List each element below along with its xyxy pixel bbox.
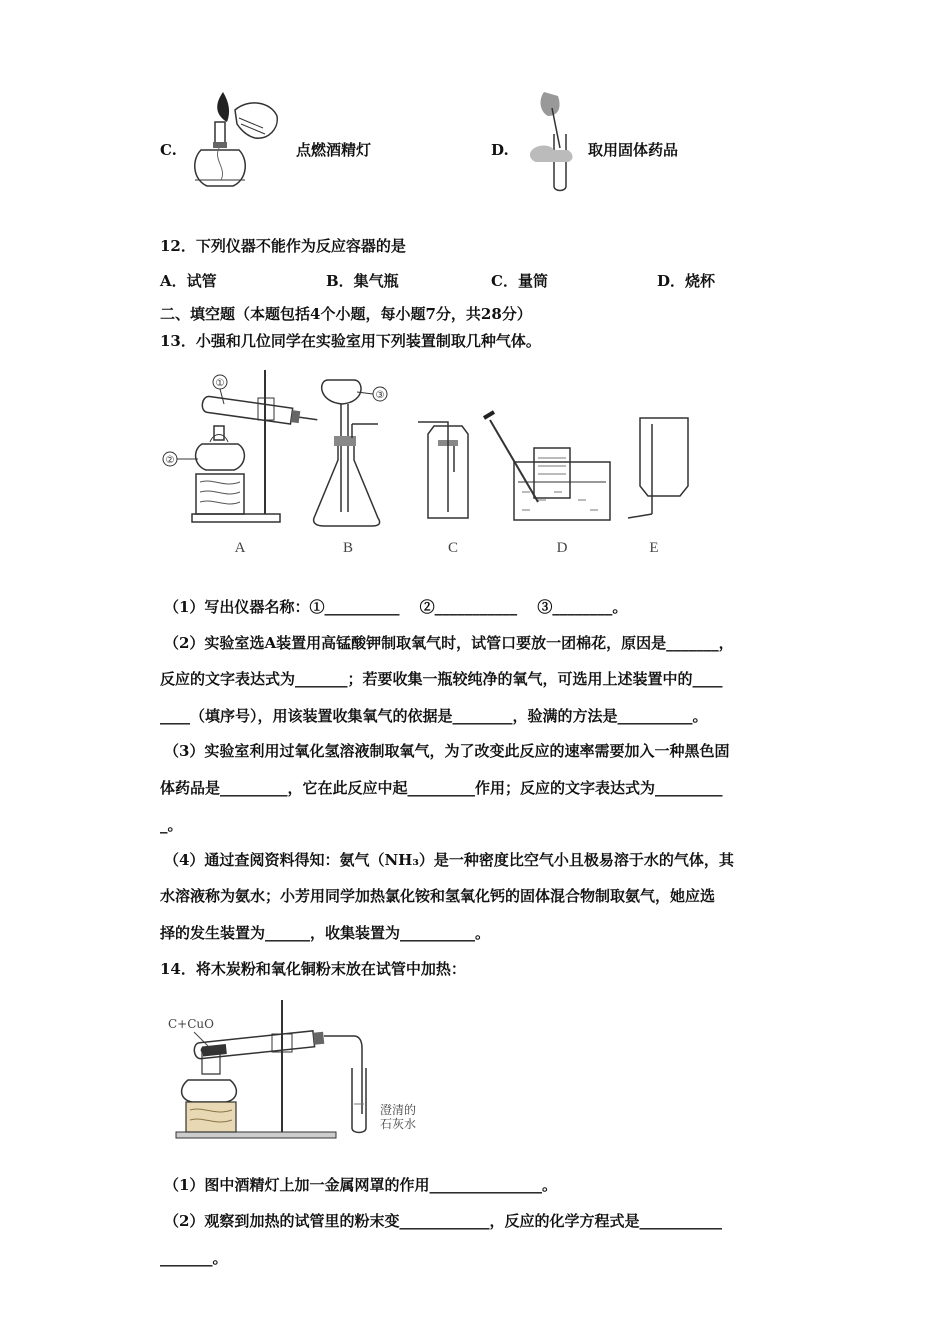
carbon-reduction-figure xyxy=(164,996,454,1142)
apparatus-label-e: E xyxy=(649,540,659,556)
q12-option-c: C．量筒 xyxy=(491,272,548,290)
q13-part1: （1）写出仪器名称：①__________ ②___________ ③________。 xyxy=(164,598,628,616)
apparatus-label-d: D xyxy=(556,540,568,556)
q13-stem: 13．小强和几位同学在实验室用下列装置制取几种气体。 xyxy=(160,332,541,350)
label-circle-2: ② xyxy=(165,455,175,466)
q13-part4-line2: 水溶液称为氨水；小芳用同学加热氯化铵和氢氧化钙的固体混合物制取氨气，她应选 xyxy=(160,887,716,905)
label-reagent: C+CuO xyxy=(168,1017,214,1031)
q13-part3-line2: 体药品是_________，它在此反应中起_________作用；反应的文字表达式为_________ xyxy=(160,779,723,797)
q13-part2-line3: ____（填序号），用该装置收集氧气的依据是________，验满的方法是__________。 xyxy=(160,707,708,725)
q12-option-b: B．集气瓶 xyxy=(326,272,399,290)
q13-part3-line1: （3）实验室利用过氧化氢溶液制取氧气，为了改变此反应的速率需要加入一种黑色固 xyxy=(164,742,730,760)
q13-part4-line1: （4）通过查阅资料得知：氨气（NH₃）是一种密度比空气小且极易溶于水的气体，其 xyxy=(164,851,734,869)
gas-apparatus-figure xyxy=(158,362,718,562)
q14-stem: 14．将木炭粉和氧化铜粉末放在试管中加热： xyxy=(160,960,466,978)
taking-solid-reagent-figure xyxy=(528,88,578,196)
apparatus-label-c: C xyxy=(447,540,459,556)
q13-part2-line2: 反应的文字表达式为_______；若要收集一瓶较纯净的氧气，可选用上述装置中的____ xyxy=(160,670,723,688)
q13-part4-line3: 择的发生装置为______，收集装置为__________。 xyxy=(160,924,491,942)
q14-part2-line2: _______。 xyxy=(160,1249,228,1267)
option-d-text: 取用固体药品 xyxy=(588,141,679,159)
label-circle-1: ① xyxy=(215,378,225,389)
q14-part1: （1）图中酒精灯上加一金属网罩的作用_______________。 xyxy=(164,1176,557,1194)
q12-option-a: A．试管 xyxy=(160,272,217,290)
q12-stem: 12．下列仪器不能作为反应容器的是 xyxy=(160,237,406,255)
label-limewater-2: 石灰水 xyxy=(380,1117,417,1131)
section-heading: 二、填空题（本题包括4个小题，每小题7分，共28分） xyxy=(160,305,532,323)
label-limewater-1: 澄清的 xyxy=(380,1103,417,1117)
option-d-letter: D. xyxy=(491,141,509,159)
apparatus-label-a: A xyxy=(234,540,246,556)
option-c-letter: C. xyxy=(160,141,177,159)
label-circle-3: ③ xyxy=(375,390,385,401)
q12-option-d: D．烧杯 xyxy=(657,272,716,290)
apparatus-label-b: B xyxy=(342,540,354,556)
lighting-alcohol-lamp-figure xyxy=(183,88,283,196)
q13-part3-line3: _。 xyxy=(160,816,183,834)
q14-part2-line1: （2）观察到加热的试管里的粉末变____________，反应的化学方程式是___________ xyxy=(164,1212,722,1230)
option-c-text: 点燃酒精灯 xyxy=(296,141,372,159)
q13-part2-line1: （2）实验室选A装置用高锰酸钾制取氧气时，试管口要放一团棉花，原因是_______， xyxy=(164,634,734,652)
